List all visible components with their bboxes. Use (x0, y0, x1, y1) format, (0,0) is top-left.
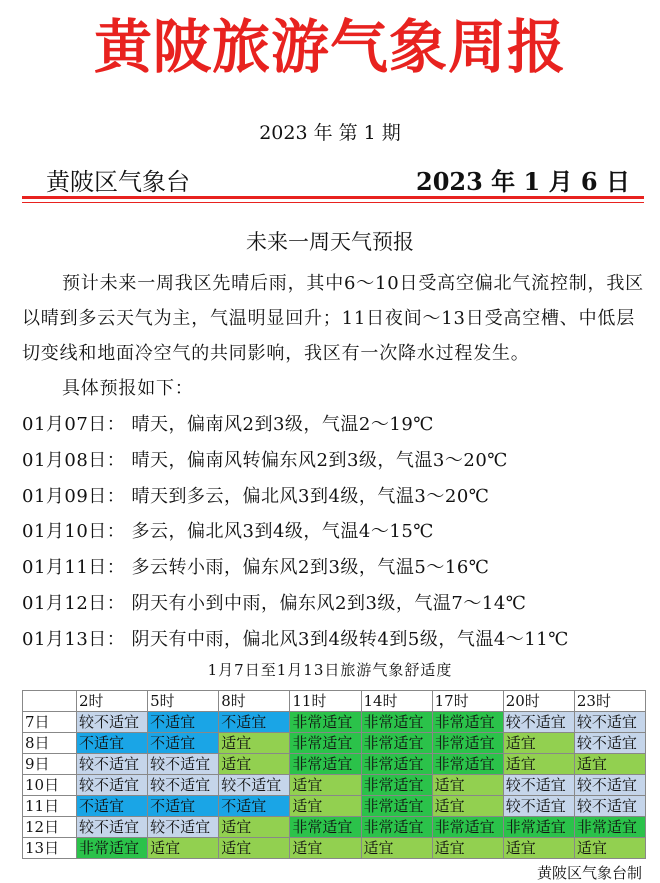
daily-forecast-item: 01月12日： 阴天有小到中雨，偏东风2到3级，气温7～14℃ (22, 592, 527, 614)
daily-forecast-item: 01月07日： 晴天，偏南风2到3级，气温2～19℃ (22, 414, 434, 435)
comfort-cell: 非常适宜 (290, 733, 361, 754)
comfort-cell: 适宜 (574, 838, 645, 859)
forecast-summary (22, 266, 644, 406)
comfort-row (23, 838, 646, 859)
comfort-cell: 不适宜 (77, 733, 148, 754)
day-label: 11日 (23, 796, 77, 817)
hour-header: 14时 (361, 691, 432, 712)
hour-header: 8时 (219, 691, 290, 712)
comfort-cell: 较不适宜 (148, 817, 219, 838)
comfort-cell: 非常适宜 (574, 817, 645, 838)
daily-forecast-item: 01月09日： 晴天到多云，偏北风3到4级，气温3～20℃ (22, 485, 490, 507)
comfort-cell: 非常适宜 (432, 712, 503, 733)
comfort-cell: 较不适宜 (77, 775, 148, 796)
comfort-cell: 适宜 (503, 838, 574, 859)
comfort-cell: 非常适宜 (361, 754, 432, 775)
comfort-row (23, 754, 646, 775)
comfort-cell: 不适宜 (219, 712, 290, 733)
comfort-cell: 适宜 (219, 817, 290, 838)
comfort-cell: 适宜 (574, 754, 645, 775)
hour-header: 5时 (148, 691, 219, 712)
daily-forecast-list (22, 407, 569, 658)
comfort-cell: 非常适宜 (361, 733, 432, 754)
comfort-header-row (23, 691, 646, 712)
header-corner (23, 691, 77, 712)
comfort-table-body (23, 691, 646, 859)
hour-header: 23时 (574, 691, 645, 712)
comfort-cell: 适宜 (290, 796, 361, 817)
comfort-cell: 适宜 (219, 754, 290, 775)
day-label: 10日 (23, 775, 77, 796)
comfort-cell: 较不适宜 (77, 712, 148, 733)
daily-forecast-item: 01月08日： 晴天，偏南风转偏东风2到3级，气温3～20℃ (22, 449, 508, 471)
comfort-cell: 较不适宜 (219, 775, 290, 796)
footer-signature: 黄陂区气象台制 (536, 864, 642, 882)
comfort-cell: 非常适宜 (361, 796, 432, 817)
comfort-cell: 较不适宜 (574, 775, 645, 796)
day-label: 8日 (23, 733, 77, 754)
comfort-cell: 非常适宜 (432, 817, 503, 838)
comfort-cell: 非常适宜 (290, 754, 361, 775)
comfort-cell: 适宜 (290, 775, 361, 796)
comfort-cell: 非常适宜 (361, 775, 432, 796)
comfort-cell: 较不适宜 (503, 796, 574, 817)
comfort-cell: 较不适宜 (574, 712, 645, 733)
comfort-cell: 适宜 (148, 838, 219, 859)
comfort-cell: 适宜 (290, 838, 361, 859)
hour-header: 17时 (432, 691, 503, 712)
comfort-cell: 适宜 (361, 838, 432, 859)
comfort-cell: 非常适宜 (361, 817, 432, 838)
day-label: 7日 (23, 712, 77, 733)
comfort-cell: 适宜 (432, 838, 503, 859)
comfort-row (23, 775, 646, 796)
comfort-cell: 不适宜 (77, 796, 148, 817)
comfort-row (23, 733, 646, 754)
issuing-organization: 黄陂区气象台 (46, 168, 190, 196)
daily-forecast-item: 01月13日： 阴天有中雨，偏北风3到4级转4到5级，气温4～11℃ (22, 628, 569, 650)
comfort-cell: 不适宜 (219, 796, 290, 817)
comfort-row (23, 817, 646, 838)
comfort-table (22, 690, 646, 859)
day-label: 13日 (23, 838, 77, 859)
comfort-cell: 适宜 (503, 733, 574, 754)
comfort-row (23, 796, 646, 817)
comfort-cell: 非常适宜 (432, 754, 503, 775)
report-title: 黄陂旅游气象周报 (93, 13, 566, 81)
issue-date: 2023 年 1 月 6 日 (416, 167, 630, 196)
comfort-cell: 适宜 (432, 796, 503, 817)
day-label: 9日 (23, 754, 77, 775)
comfort-cell: 非常适宜 (361, 712, 432, 733)
comfort-cell: 较不适宜 (77, 754, 148, 775)
comfort-cell: 较不适宜 (503, 775, 574, 796)
red-divider (22, 196, 644, 199)
comfort-cell: 适宜 (503, 754, 574, 775)
comfort-cell: 较不适宜 (77, 817, 148, 838)
comfort-cell: 不适宜 (148, 796, 219, 817)
hour-header: 2时 (77, 691, 148, 712)
comfort-cell: 非常适宜 (432, 733, 503, 754)
comfort-cell: 适宜 (219, 733, 290, 754)
comfort-table-title: 1月7日至1月13日旅游气象舒适度 (207, 661, 453, 679)
comfort-cell: 不适宜 (148, 733, 219, 754)
hour-header: 20时 (503, 691, 574, 712)
forecast-intro: 具体预报如下： (62, 378, 194, 399)
day-label: 12日 (23, 817, 77, 838)
issue-number: 2023 年 第 1 期 (259, 122, 401, 144)
comfort-cell: 不适宜 (148, 712, 219, 733)
comfort-cell: 非常适宜 (77, 838, 148, 859)
summary-paragraph: 预计未来一周我区先晴后雨，其中6～10日受高空偏北气流控制，我区以晴到多云天气为主，气温明显回升；11日夜间～13日受高空槽、中低层切变线和地面冷空气的共同影响，我区有一次降水过程发生。 (22, 273, 644, 364)
comfort-cell: 较不适宜 (148, 754, 219, 775)
comfort-cell: 较不适宜 (574, 796, 645, 817)
comfort-cell: 非常适宜 (290, 817, 361, 838)
daily-forecast-item: 01月10日： 多云，偏北风3到4级，气温4～15℃ (22, 521, 434, 543)
comfort-cell: 较不适宜 (503, 712, 574, 733)
comfort-cell: 适宜 (219, 838, 290, 859)
comfort-row (23, 712, 646, 733)
comfort-cell: 较不适宜 (148, 775, 219, 796)
hour-header: 11时 (290, 691, 361, 712)
comfort-cell: 较不适宜 (574, 733, 645, 754)
comfort-cell: 非常适宜 (503, 817, 574, 838)
forecast-heading: 未来一周天气预报 (246, 230, 414, 254)
comfort-cell: 非常适宜 (290, 712, 361, 733)
masthead-line (40, 162, 630, 196)
comfort-cell: 适宜 (432, 775, 503, 796)
red-divider-thin (22, 202, 644, 203)
daily-forecast-item: 01月11日： 多云转小雨，偏东风2到3级，气温5～16℃ (22, 557, 490, 579)
